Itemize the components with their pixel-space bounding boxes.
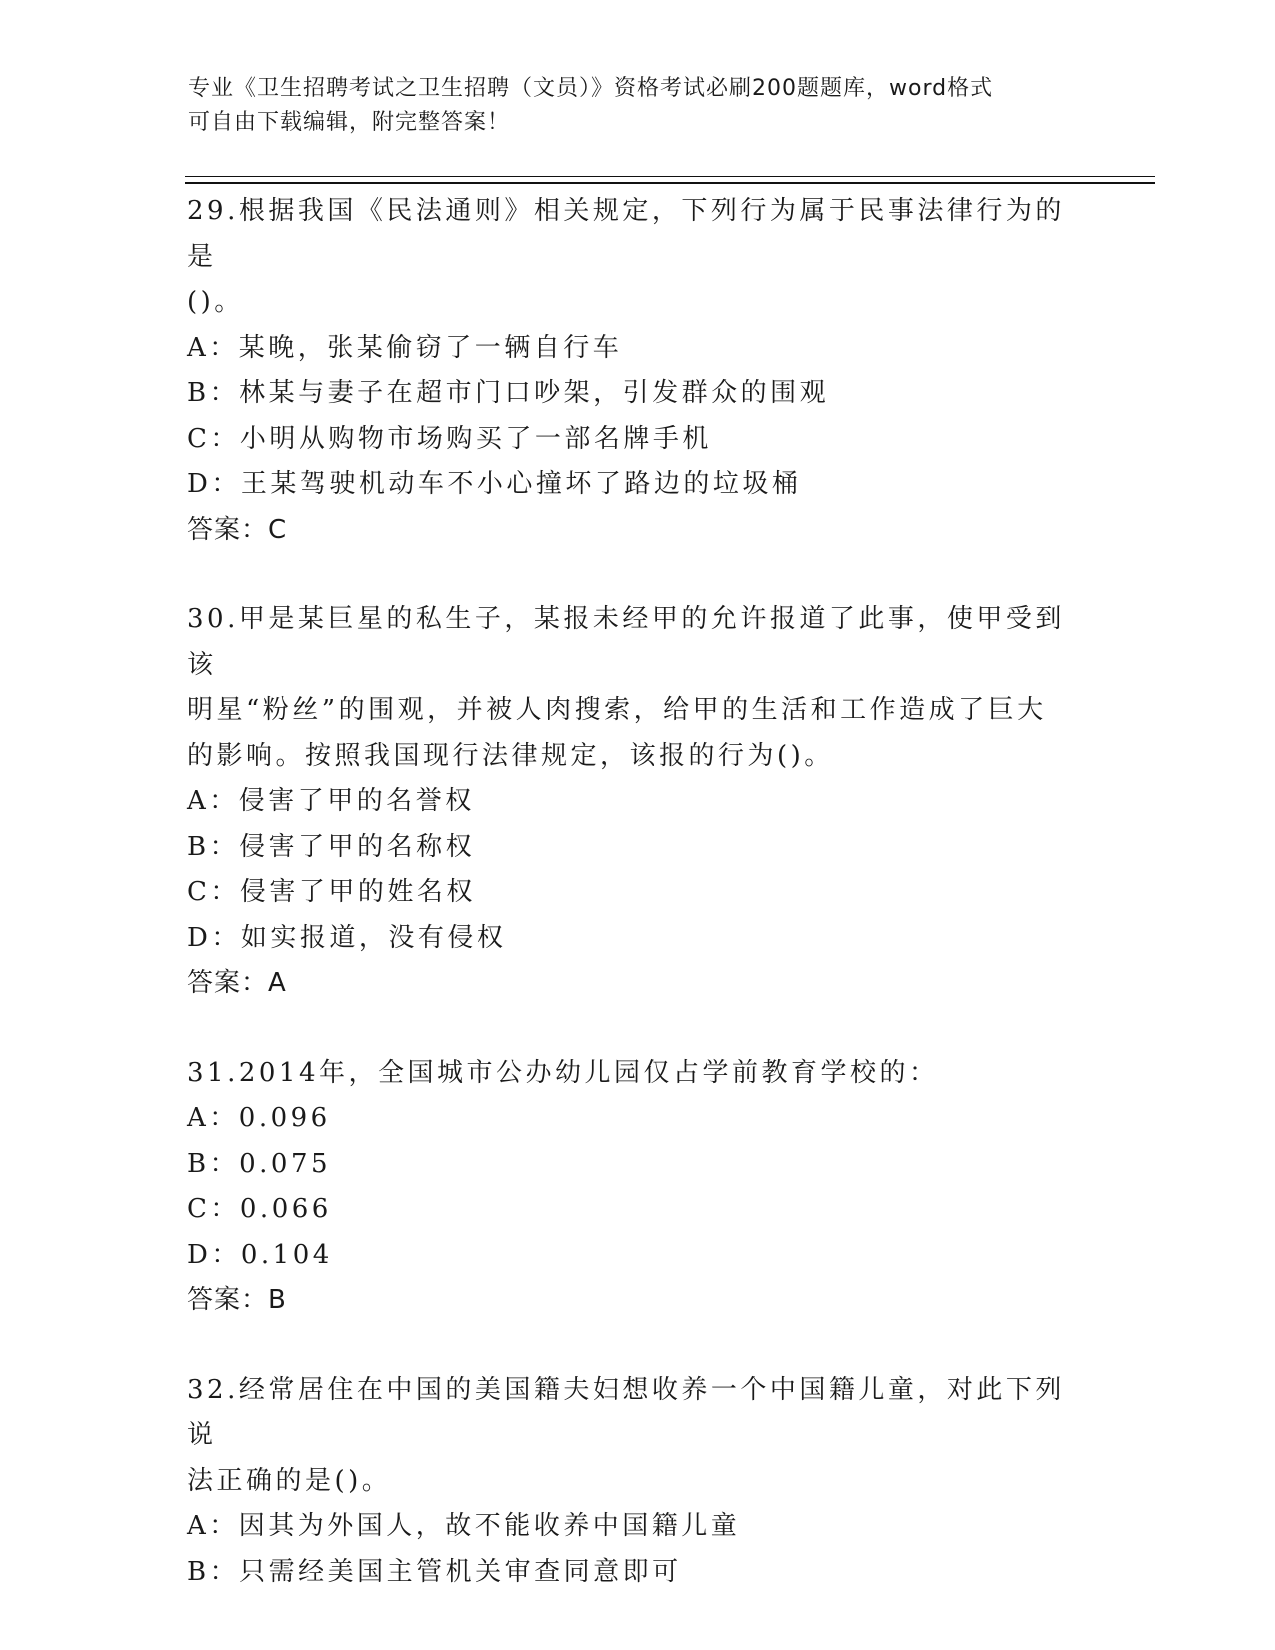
question-30 (187, 597, 1087, 1007)
header-divider-thin (185, 176, 1155, 177)
document-header (188, 72, 1088, 140)
option-a: A：0.096 (187, 1103, 331, 1133)
question-stem-line: ()。 (187, 287, 244, 317)
question-stem-line: 31.2014年，全国城市公办幼儿园仅占学前教育学校的： (187, 1057, 939, 1088)
question-stem-line: 明星“粉丝”的围观，并被人肉搜索，给甲的生活和工作造成了巨大 (187, 695, 1047, 725)
question-list (187, 189, 1087, 1639)
option-d: D：王某驾驶机动车不小心撞坏了路边的垃圾桶 (187, 469, 802, 499)
question-29 (187, 189, 1087, 553)
answer-label: 答案：B (187, 1285, 287, 1315)
option-d: D：如实报道，没有侵权 (187, 922, 507, 953)
answer-label: 答案：A (187, 968, 287, 998)
question-stem-line: 29.根据我国《民法通则》相关规定，下列行为属于民事法律行为的是 (187, 196, 1065, 272)
question-stem-line: 32.经常居住在中国的美国籍夫妇想收养一个中国籍儿童，对此下列说 (187, 1374, 1065, 1450)
question-stem-line: 法正确的是()。 (187, 1465, 392, 1496)
option-c: C：侵害了甲的姓名权 (187, 877, 476, 907)
question-32 (187, 1368, 1087, 1596)
header-line-2: 可自由下载编辑，附完整答案！ (188, 110, 511, 135)
question-stem-line: 的影响。按照我国现行法律规定，该报的行为()。 (187, 740, 834, 771)
option-c: C：0.066 (187, 1194, 332, 1224)
option-b: B：林某与妻子在超市门口吵架，引发群众的围观 (187, 378, 830, 408)
question-31 (187, 1051, 1087, 1324)
option-c: C：小明从购物市场购买了一部名牌手机 (187, 423, 712, 454)
option-a: A：侵害了甲的名誉权 (187, 786, 475, 816)
header-divider-thick (185, 182, 1155, 184)
option-b: B：只需经美国主管机关审查同意即可 (187, 1556, 682, 1587)
option-a: A：因其为外国人，故不能收养中国籍儿童 (187, 1511, 741, 1541)
option-b: B：0.075 (187, 1148, 332, 1179)
option-b: B：侵害了甲的名称权 (187, 831, 476, 862)
answer-label: 答案：C (187, 514, 288, 545)
option-a: A：某晚，张某偷窃了一辆自行车 (187, 332, 623, 363)
header-line-1: 专业《卫生招聘考试之卫生招聘（文员）》资格考试必刷200题题库，word格式 (188, 76, 994, 101)
option-d: D：0.104 (187, 1239, 333, 1270)
question-stem-line: 30.甲是某巨星的私生子，某报未经甲的允许报道了此事，使甲受到该 (187, 604, 1065, 680)
